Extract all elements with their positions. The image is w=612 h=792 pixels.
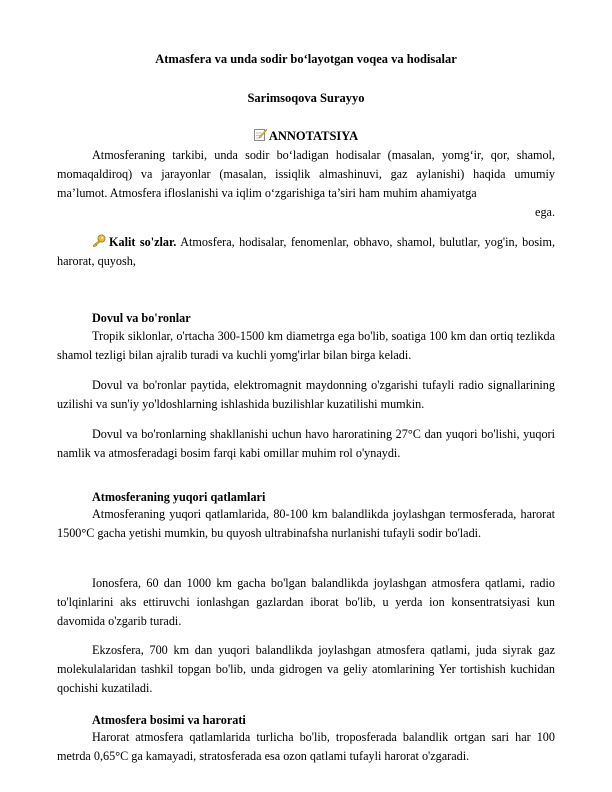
annotation-paragraph — [57, 146, 555, 203]
document-title: Atmasfera va unda sodir bo‘layotgan voqea va hodisalar — [155, 52, 457, 66]
paragraph: Ionosfera, 60 dan 1000 km gacha bo'lgan balandlikda joylashgan atmosfera qatlami, radio to'lqinlarini aks ettiruvchi ionlashgan gazlardan iborat bo'lib, u yerda ion konsentratsiyasi kun davomida o'zgarib turadi. — [57, 576, 555, 628]
keywords-text: Atmosfera, hodisalar, fenomenlar, obhavo, shamol, bulutlar, yog'in, bosim, harorat, quyosh, — [57, 235, 555, 268]
paragraph: Dovul va bo'ronlarning shakllanishi uchun havo haroratining 27°C dan yuqori bo'lishi, yuqori namlik va atmosferadagi bosim farqi kabi omillar muhim rol o'ynaydi. — [57, 427, 555, 460]
paragraph: Tropik siklonlar, o'rtacha 300-1500 km diametrga ega bo'lib, soatiga 100 km dan ortiq tezlikda shamol tezligi bilan ajralib turadi va kuchli yomg'irlar bilan birga keladi. — [57, 329, 555, 362]
keywords-paragraph — [57, 233, 555, 271]
paragraph: Atmosferaning yuqori qatlamlarida, 80-100 km balandlikda joylashgan termosferada, harorat 1500°C gacha yetishi mumkin, bu quyosh ultrabinafsha nurlanishi tufayli sodir bo'ladi. — [57, 507, 555, 540]
paragraph: Ekzosfera, 700 km dan yuqori balandlikda joylashgan atmosfera qatlami, juda siyrak gaz molekulalaridan tashkil topgan bo'lib, unda gidrogen va geliy atomlarining Yer tortishish kuchidan qochishi kuzatiladi. — [57, 643, 555, 695]
key-icon — [92, 234, 106, 248]
keywords-label: Kalit so'zlar. — [109, 235, 177, 249]
section-heading-storms: Dovul va bo'ronlar — [92, 311, 191, 325]
paragraph: Dovul va bo'ronlar paytida, elektromagnit maydonning o'zgarishi tufayli radio signallarining uzilishi va sun'iy yo'ldoshlarning ishlashida buzilishlar kuzatilishi mumkin. — [57, 378, 555, 411]
annotation-heading-text: ANNOTATSIYA — [268, 129, 359, 143]
paragraph: Harorat atmosfera qatlamlarida turlicha bo'lib, troposferada balandlik ortgan sari har 100 metrda 0,65°C ga kamayadi, stratosferada esa ozon qatlami tufayli harorat o'zgaradi. — [57, 730, 555, 763]
section-heading-pressure-temperature: Atmosfera bosimi va harorati — [92, 713, 246, 727]
section-heading-upper-layers: Atmosferaning yuqori qatlamlari — [92, 490, 266, 504]
annotation-text-end: ega. — [535, 205, 555, 219]
author-name: Sarimsoqova Surayyo — [247, 91, 365, 105]
annotation-heading — [0, 127, 612, 146]
pencil-icon — [254, 128, 267, 141]
annotation-text: Atmosferaning tarkibi, unda sodir bo‘ladigan hodisalar (masalan, yomg‘ir, qor, shamol, momaqaldiroq) va jarayonlar (masalan, issiqlik almashinuvi, gaz aylanishi) haqida umumiy ma’lumot. Atmosfera ifloslanishi va iqlim o‘zgarishiga ta’siri ham muhim ahamiyatga — [57, 148, 555, 200]
